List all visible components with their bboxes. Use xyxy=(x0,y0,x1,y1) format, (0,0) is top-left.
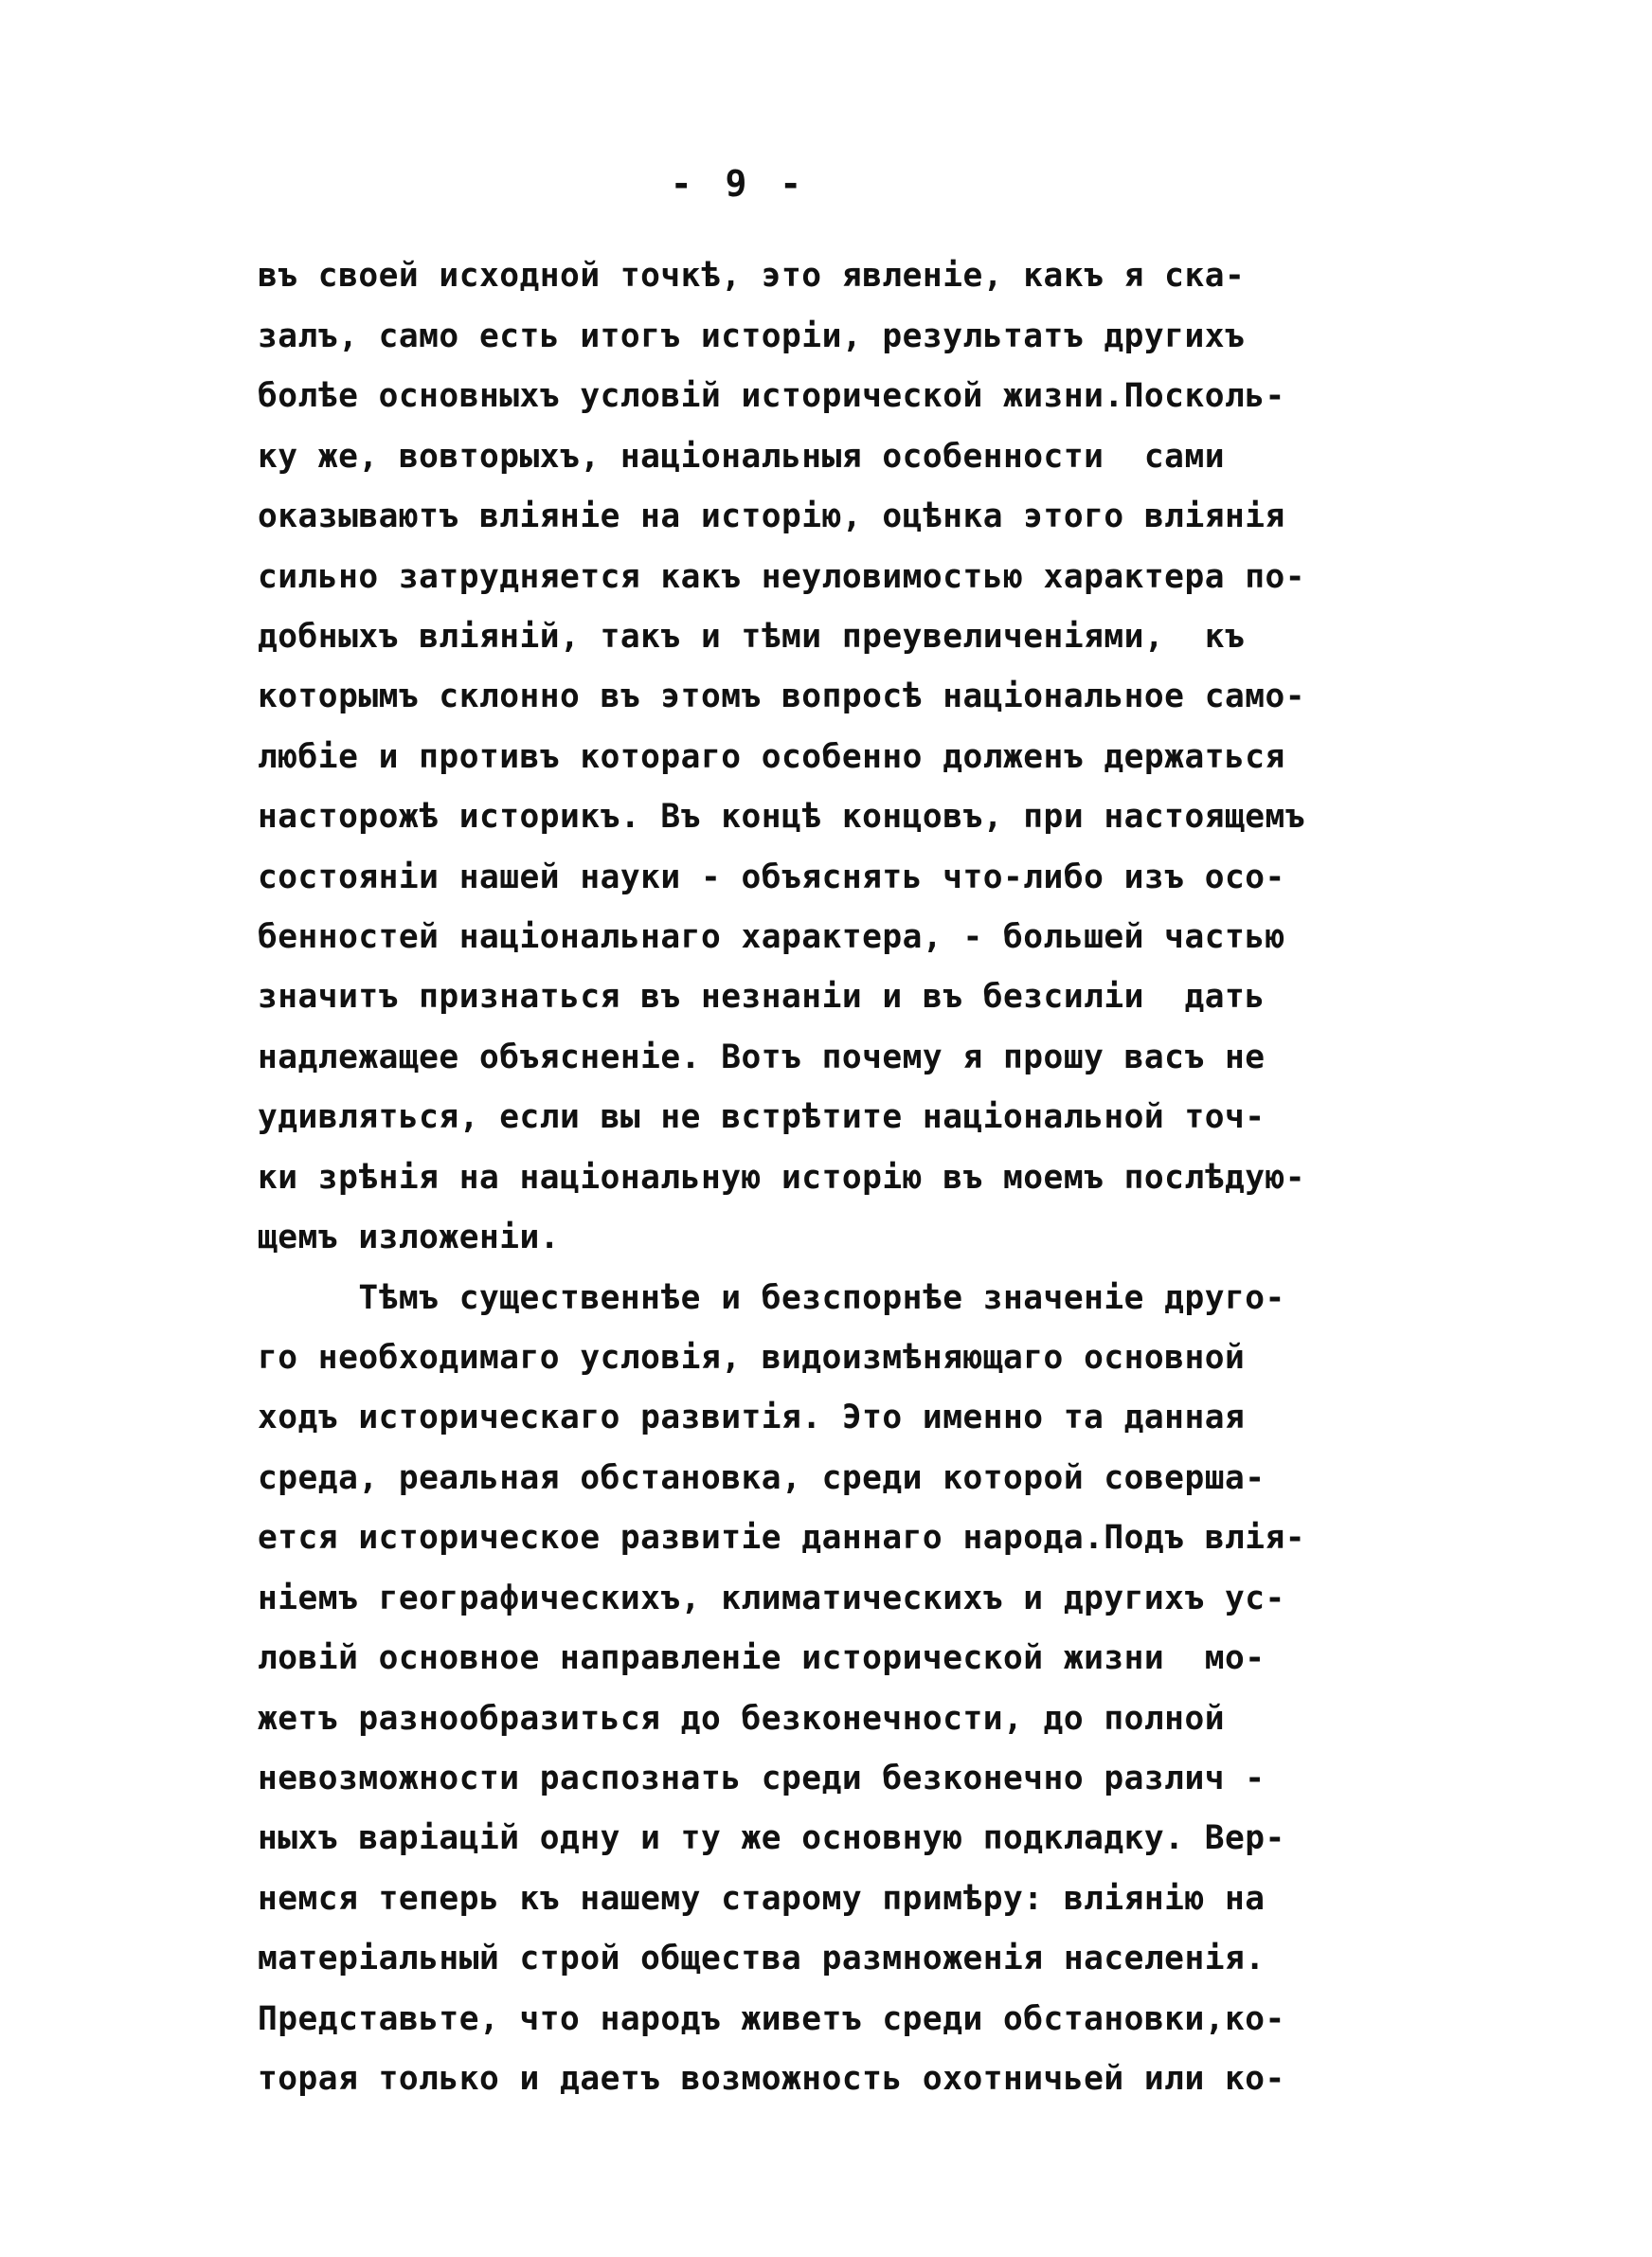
text-line: сильно затрудняется какъ неуловимостью характера по- xyxy=(258,558,1306,596)
text-line: среда, реальная обстановка, среди которой соверша- xyxy=(258,1459,1266,1497)
text-line: ку же, вовторыхъ, національныя особенности сами xyxy=(258,438,1225,476)
text-line: ныхъ варіацій одну и ту же основную подкладку. Вер- xyxy=(258,1819,1285,1857)
text-line: бенностей національнаго характера, - большей частью xyxy=(258,918,1285,956)
text-line: Тѣмъ существеннѣе и безспорнѣе значеніе друго- xyxy=(258,1279,1285,1317)
text-line: щемъ изложеніи. xyxy=(258,1219,561,1256)
text-line: Представьте, что народъ живетъ среди обстановки,ко- xyxy=(258,2000,1285,2038)
text-line: значитъ признаться въ незнаніи и въ безсиліи дать xyxy=(258,978,1266,1016)
text-line: добныхъ вліяній, такъ и тѣми преувеличеніями, къ xyxy=(258,618,1246,656)
text-line: матеріальный строй общества размноженія населенія. xyxy=(258,1940,1266,1977)
text-line: ніемъ географическихъ, климатическихъ и другихъ ус- xyxy=(258,1580,1285,1617)
text-line: любіе и противъ котораго особенно долженъ держаться xyxy=(258,738,1285,776)
text-line: надлежащее объясненіе. Вотъ почему я прошу васъ не xyxy=(258,1038,1266,1076)
text-line: го необходимаго условія, видоизмѣняющаго основной xyxy=(258,1339,1246,1377)
page-number: - 9 - xyxy=(670,163,808,205)
text-line: состояніи нашей науки - объяснять что-либо изъ осо- xyxy=(258,858,1285,896)
text-line: въ своей исходной точкѣ, это явленіе, какъ я ска- xyxy=(258,257,1246,295)
text-line: залъ, само есть итогъ исторіи, результатъ другихъ xyxy=(258,317,1246,355)
text-line: жетъ разнообразиться до безконечности, до полной xyxy=(258,1700,1225,1738)
text-line: ходъ историческаго развитія. Это именно та данная xyxy=(258,1399,1246,1436)
text-line: невозможности распознать среди безконечно различ - xyxy=(258,1760,1266,1797)
text-line: оказываютъ вліяніе на исторію, оцѣнка этого вліянія xyxy=(258,497,1285,535)
text-line: немся теперь къ нашему старому примѣру: вліянію на xyxy=(258,1880,1266,1918)
text-line: удивляться, если вы не встрѣтите національной точ- xyxy=(258,1098,1266,1136)
text-line: которымъ склонно въ этомъ вопросѣ національное само- xyxy=(258,677,1306,715)
text-line: болѣе основныхъ условій исторической жизни.Посколь- xyxy=(258,377,1285,415)
text-line: ется историческое развитіе даннаго народа.Подъ влія- xyxy=(258,1519,1306,1557)
text-line: ки зрѣнія на національную исторію въ моемъ послѣдую- xyxy=(258,1159,1306,1197)
text-line: торая только и даетъ возможность охотничьей или ко- xyxy=(258,2060,1285,2098)
text-line: насторожѣ историкъ. Въ концѣ концовъ, при настоящемъ xyxy=(258,798,1306,836)
text-line: ловій основное направленіе исторической жизни мо- xyxy=(258,1639,1266,1677)
